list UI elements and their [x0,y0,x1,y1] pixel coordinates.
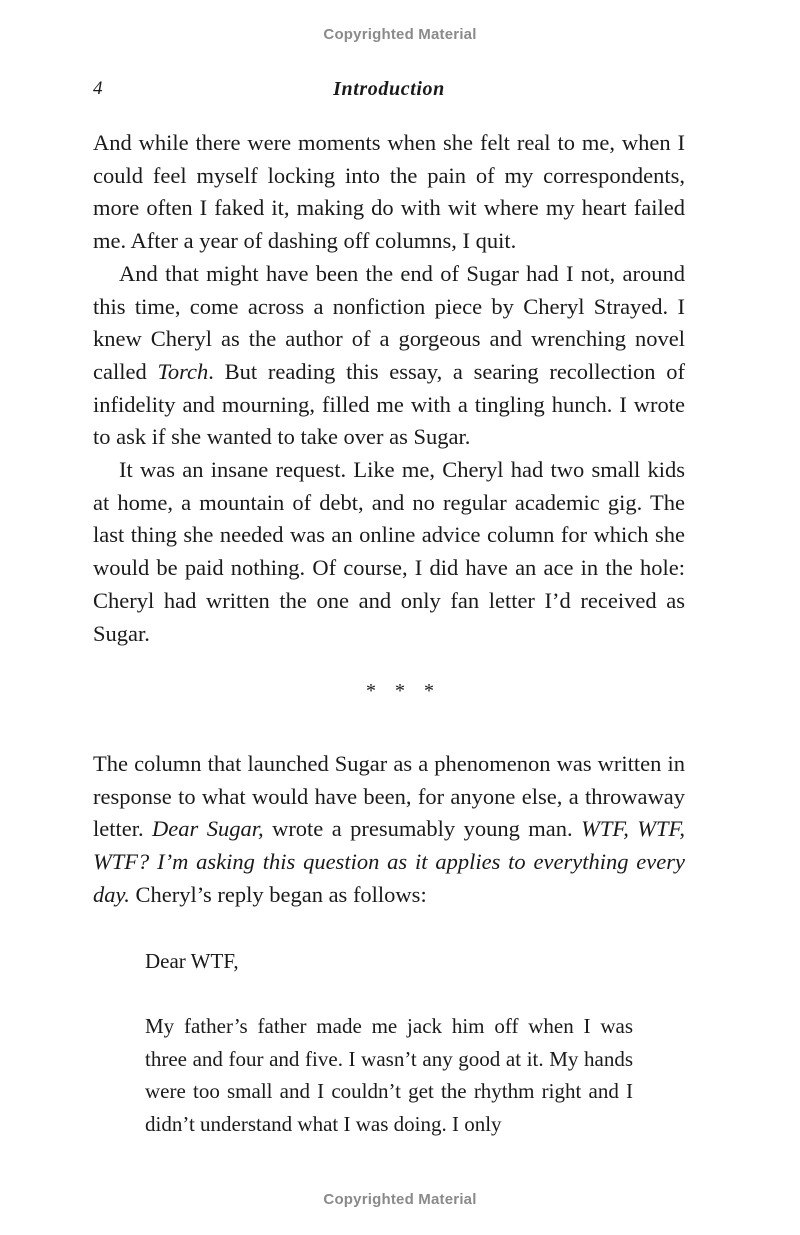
paragraph-1: And while there were moments when she felt real to me, when I could feel myself locking into the pain of my correspondents, more often I faked it, making do with wit where my heart failed me. After a year of dashing off columns, I quit. [93,130,685,254]
book-title-torch: Torch [157,358,209,384]
paragraph-2-part-b: . But reading this essay, a searing recollection of infidelity and mourning, filled me with a tingling hunch. I wrote to ask if she wanted to take over as Sugar. [93,358,685,450]
paragraph-4 [93,748,685,912]
paragraph-3: It was an insane request. Like me, Cheryl had two small kids at home, a mountain of debt, and no regular academic gig. The last thing she needed was an online advice column for which she would be paid nothing. Of course, I did have an ace in the hole: Cheryl had written the one and only fan letter I’d received as Sugar. [93,457,685,646]
quote-body [145,1010,633,1141]
paragraph-2-part-a: And that might have been the end of Sugar had I not, around this time, come across a nonfiction piece by Cheryl Strayed. I knew Cheryl as the author of a gorgeous and wrenching novel called [93,260,685,384]
page-header [93,78,685,102]
page-number: 4 [93,78,103,99]
paragraph-4-part-c: Cheryl’s reply began as follows: [129,881,427,907]
body-text-upper [93,127,685,650]
quote-salutation [145,945,633,978]
running-title: Introduction [333,78,445,100]
paragraph-2 [93,258,685,454]
copyright-watermark-bottom: Copyrighted Material [323,1191,477,1208]
paragraph-4-part-a: The column that launched Sugar as a phenomenon was written in response to what would have been, for anyone else, a throwaway letter. [93,751,685,842]
copyright-watermark-top: Copyrighted Material [323,26,477,43]
quote-body-text: My father’s father made me jack him off when I was three and four and five. I wasn’t any good at it. My hands were too small and I couldn’t get the rhythm right and I didn’t understand what I was doing. I only [145,1014,633,1137]
paragraph-4-part-b: wrote a presumably young man. [263,816,582,842]
body-text-lower [93,748,685,912]
section-separator: * * * [366,680,434,702]
letter-salutation: Dear Sugar, [152,816,264,842]
quote-salutation-text: Dear WTF, [145,949,239,973]
letter-question: WTF, WTF, WTF? I’m asking this question as it applies to everything every day. [93,816,685,907]
